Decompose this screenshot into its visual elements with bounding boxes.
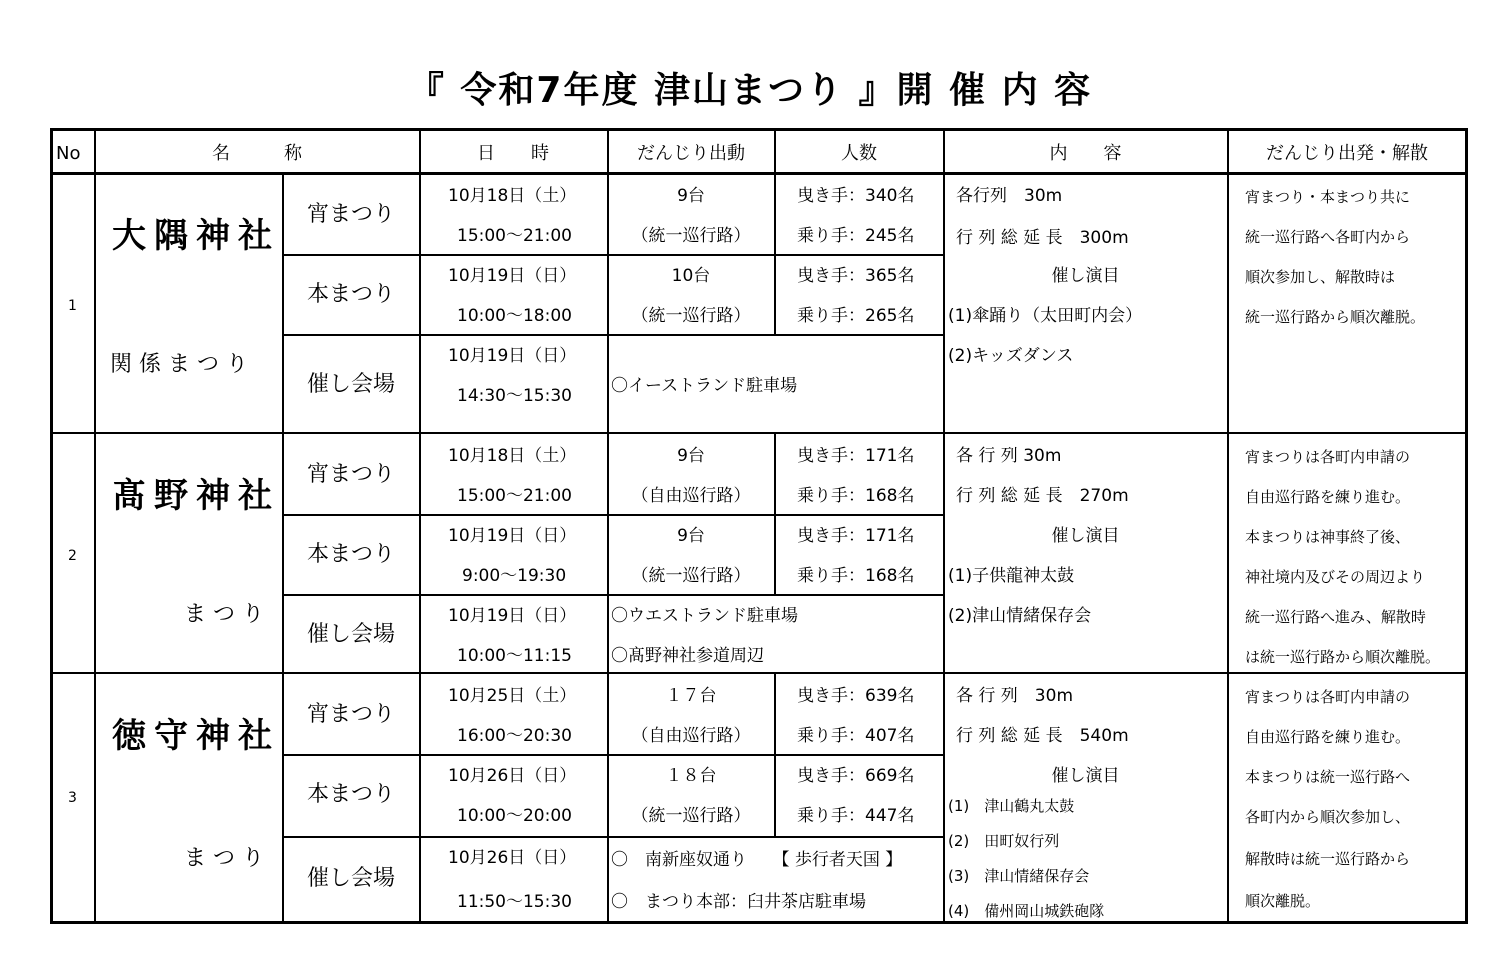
departure-line: 統一巡行路へ進み、解散時 <box>1245 608 1426 626</box>
danjiri-route: （自由巡行路） <box>631 726 751 746</box>
departure-line: 順次参加し、解散時は <box>1245 268 1396 286</box>
content-line: 各行列 30m <box>956 186 1063 206</box>
riders-count: 乗り手：168名 <box>797 566 915 586</box>
content-line: 各 行 列 30m <box>956 686 1073 706</box>
col-divider <box>419 130 421 922</box>
content-line: 催し演目 <box>1051 526 1120 546</box>
event-type: 本まつり <box>306 542 395 567</box>
pullers-count: 曳き手：639名 <box>797 686 915 706</box>
departure-line: 自由巡行路を練り進む。 <box>1245 488 1411 506</box>
header-people: 人数 <box>841 143 877 164</box>
sub-divider <box>282 514 944 516</box>
departure-line: 神社境内及びその周辺より <box>1245 568 1426 586</box>
event-date: 10月26日（日） <box>448 848 577 868</box>
col-divider <box>94 130 96 922</box>
event-time: 10:00～11:15 <box>457 646 572 666</box>
pullers-count: 曳き手：171名 <box>797 446 915 466</box>
header-departure: だんじり出発・解散 <box>1266 143 1428 164</box>
danjiri-route: （自由巡行路） <box>631 486 751 506</box>
event-type: 催し会場 <box>306 372 395 397</box>
riders-count: 乗り手：168名 <box>797 486 915 506</box>
header-content: 内 容 <box>1049 143 1122 164</box>
danjiri-route: （統一巡行路） <box>631 806 751 826</box>
sub-divider <box>282 754 944 756</box>
content-line: (2)津山情緒保存会 <box>948 606 1092 626</box>
content-line: (4) 備州岡山城鉄砲隊 <box>948 902 1105 920</box>
departure-line: 本まつりは統一巡行路へ <box>1245 768 1411 786</box>
sub-divider <box>282 334 944 336</box>
event-time: 14:30～15:30 <box>457 386 572 406</box>
header-datetime: 日 時 <box>477 143 549 164</box>
event-type: 宵まつり <box>306 702 395 727</box>
departure-line: 宵まつりは各町内申請の <box>1245 448 1411 466</box>
event-time: 15:00～21:00 <box>457 486 572 506</box>
departure-line: 各町内から順次参加し、 <box>1245 808 1411 826</box>
event-time: 9:00～19:30 <box>462 566 567 586</box>
riders-count: 乗り手：407名 <box>797 726 915 746</box>
event-time: 16:00～20:30 <box>457 726 572 746</box>
departure-line: は統一巡行路から順次離脱。 <box>1245 648 1441 666</box>
col-divider <box>774 672 776 838</box>
venue: 〇イーストランド駐車場 <box>611 376 798 396</box>
event-type: 催し会場 <box>306 866 395 891</box>
related-festival-label: 関 係 ま つ り <box>110 352 248 377</box>
riders-count: 乗り手：265名 <box>797 306 915 326</box>
danjiri-route: （統一巡行路） <box>631 226 751 246</box>
content-line: (1)子供龍神太鼓 <box>948 566 1075 586</box>
danjiri-count: １８台 <box>665 766 717 786</box>
danjiri-count: 9台 <box>677 446 705 466</box>
content-line: 行 列 総 延 長 270m <box>956 486 1129 506</box>
sub-divider <box>282 254 944 256</box>
event-time: 11:50～15:30 <box>457 892 572 912</box>
content-line: 行 列 総 延 長 300m <box>956 228 1129 248</box>
content-line: (1) 津山鶴丸太鼓 <box>948 797 1075 815</box>
row-number: 2 <box>68 548 77 564</box>
row-divider-1 <box>50 432 1468 434</box>
content-line: (2)キッズダンス <box>948 346 1074 366</box>
danjiri-route: （統一巡行路） <box>631 306 751 326</box>
event-date: 10月26日（日） <box>448 766 577 786</box>
event-date: 10月25日（土） <box>448 686 577 706</box>
danjiri-route: （統一巡行路） <box>631 566 751 586</box>
pullers-count: 曳き手：340名 <box>797 186 915 206</box>
content-line: 催し演目 <box>1051 266 1120 286</box>
event-time: 10:00～20:00 <box>457 806 572 826</box>
sub-divider <box>282 594 944 596</box>
related-festival-label: ま つ り <box>184 846 264 871</box>
content-line: 行 列 総 延 長 540m <box>956 726 1129 746</box>
departure-line: 宵まつり・本まつり共に <box>1245 188 1411 206</box>
event-time: 15:00～21:00 <box>457 226 572 246</box>
event-time: 10:00～18:00 <box>457 306 572 326</box>
riders-count: 乗り手：245名 <box>797 226 915 246</box>
col-divider <box>1227 130 1229 922</box>
page-title: 『 令和7年度 津山まつり 』開 催 内 容 <box>407 70 1093 111</box>
departure-line: 統一巡行路から順次離脱。 <box>1245 308 1426 326</box>
event-date: 10月18日（土） <box>448 446 577 466</box>
departure-line: 自由巡行路を練り進む。 <box>1245 728 1411 746</box>
shrine-name: 髙野神社 <box>112 476 280 516</box>
header-danjiri: だんじり出動 <box>637 143 745 164</box>
content-line: (1)傘踊り（太田町内会） <box>948 306 1143 326</box>
venue: 〇 南新座奴通り 【 歩行者天国 】 <box>611 850 903 870</box>
danjiri-count: １７台 <box>665 686 717 706</box>
event-type: 宵まつり <box>306 462 395 487</box>
event-date: 10月19日（日） <box>448 266 577 286</box>
departure-line: 統一巡行路へ各町内から <box>1245 228 1411 246</box>
departure-line: 順次離脱。 <box>1245 892 1321 910</box>
content-line: 催し演目 <box>1051 766 1120 786</box>
event-type: 本まつり <box>306 282 395 307</box>
event-date: 10月19日（日） <box>448 606 577 626</box>
header-divider <box>50 172 1468 175</box>
venue: 〇髙野神社参道周辺 <box>611 646 764 666</box>
danjiri-count: 9台 <box>677 186 705 206</box>
event-type: 本まつり <box>306 782 395 807</box>
event-type: 催し会場 <box>306 622 395 647</box>
event-date: 10月19日（日） <box>448 526 577 546</box>
row-number: 1 <box>68 298 77 314</box>
departure-line: 解散時は統一巡行路から <box>1245 850 1411 868</box>
content-line: (3) 津山情緒保存会 <box>948 867 1090 885</box>
row-divider-2 <box>50 672 1468 674</box>
event-date: 10月18日（土） <box>448 186 577 206</box>
shrine-name: 大隅神社 <box>112 216 280 256</box>
col-divider <box>774 432 776 596</box>
pullers-count: 曳き手：365名 <box>797 266 915 286</box>
riders-count: 乗り手：447名 <box>797 806 915 826</box>
content-line: 各 行 列 30m <box>956 446 1062 466</box>
departure-line: 宵まつりは各町内申請の <box>1245 688 1411 706</box>
venue: 〇 まつり本部：臼井茶店駐車場 <box>611 892 866 912</box>
venue: 〇ウエストランド駐車場 <box>611 606 798 626</box>
header-name: 名 称 <box>212 143 302 164</box>
row-number: 3 <box>68 790 77 806</box>
danjiri-count: 9台 <box>677 526 705 546</box>
sub-divider <box>282 836 944 838</box>
departure-line: 本まつりは神事終了後、 <box>1245 528 1411 546</box>
related-festival-label: ま つ り <box>184 602 264 627</box>
danjiri-count: 10台 <box>671 266 711 286</box>
pullers-count: 曳き手：171名 <box>797 526 915 546</box>
event-type: 宵まつり <box>306 202 395 227</box>
pullers-count: 曳き手：669名 <box>797 766 915 786</box>
event-date: 10月19日（日） <box>448 346 577 366</box>
shrine-name: 徳守神社 <box>112 716 280 756</box>
header-no: No <box>56 143 81 164</box>
content-line: (2) 田町奴行列 <box>948 832 1060 850</box>
